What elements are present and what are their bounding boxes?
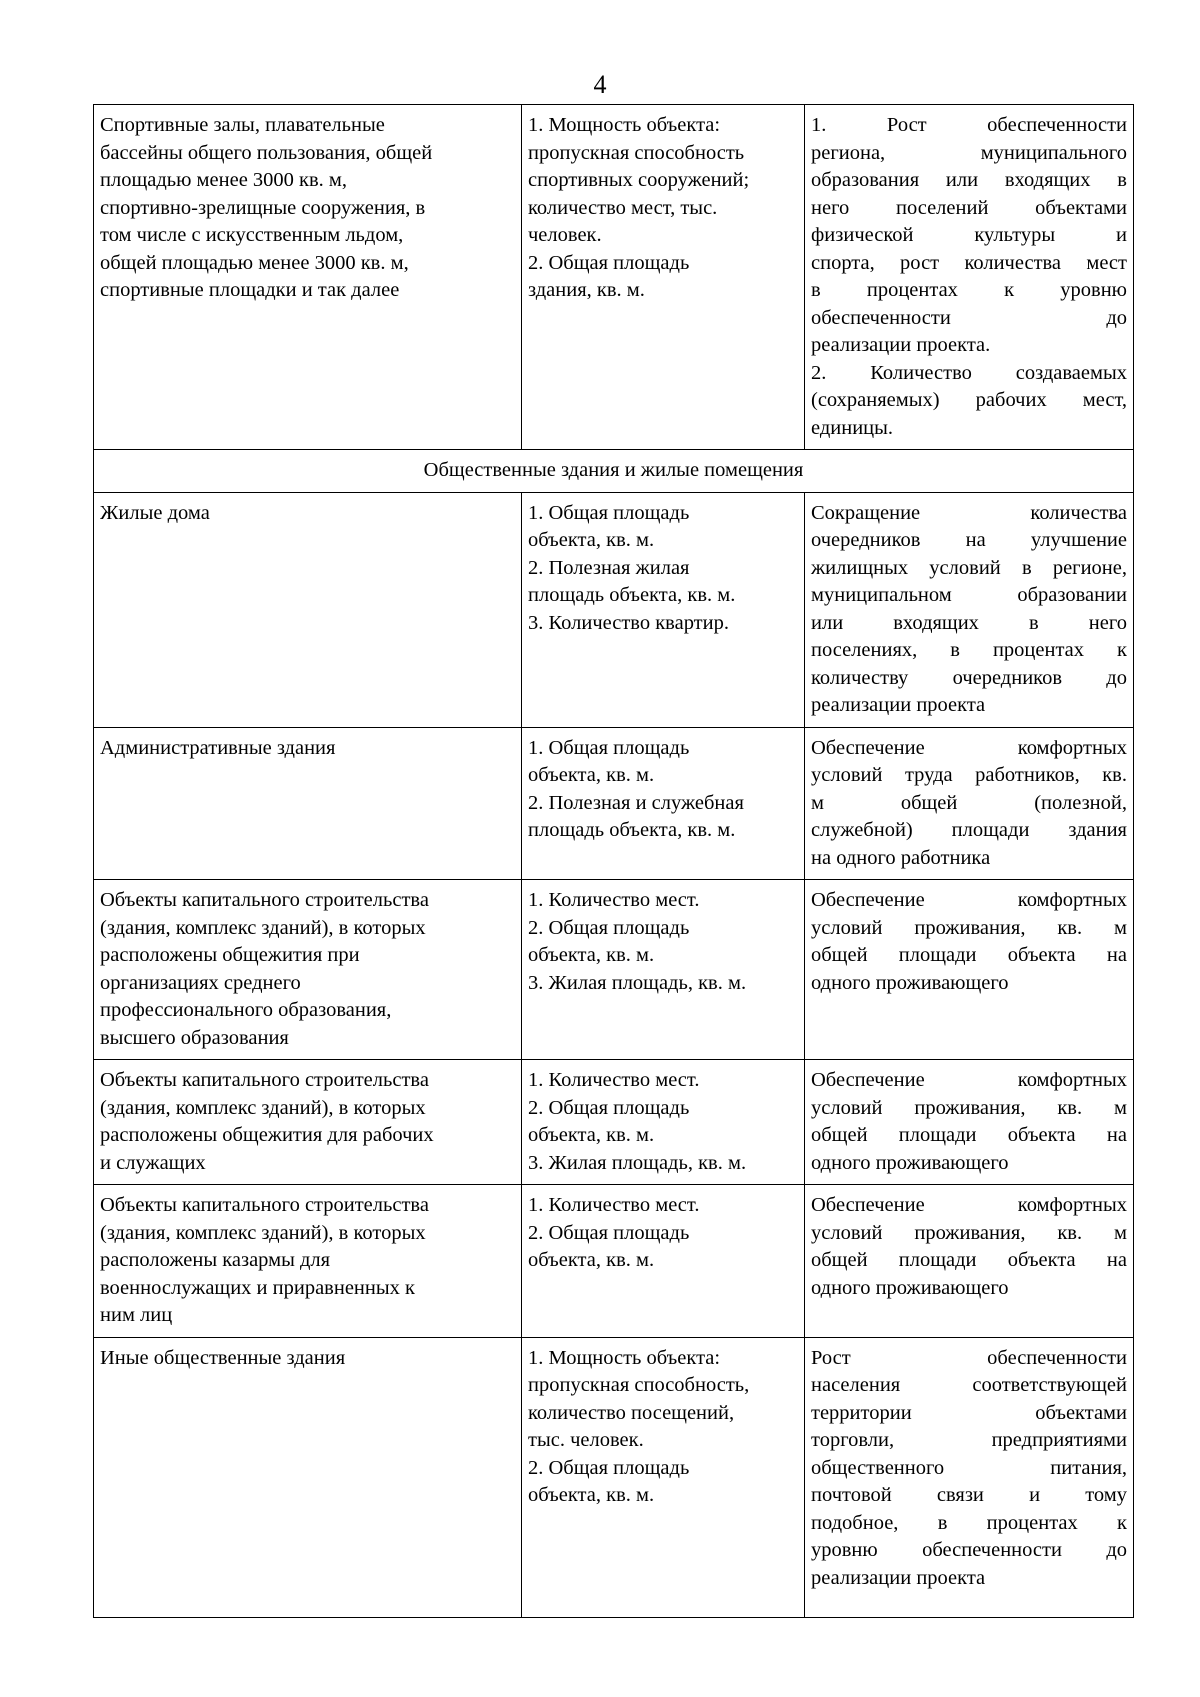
cell-line: (здания, комплекс зданий), в которых bbox=[100, 1221, 426, 1244]
cell-line: том числе с искусственным льдом, bbox=[100, 224, 404, 246]
cell-line: одного проживающего bbox=[811, 971, 1009, 994]
cell-line: условий проживания, кв. м bbox=[811, 916, 1127, 939]
cell-line: объекта, кв. м. bbox=[528, 944, 655, 966]
cell-line: 1. Общая площадь bbox=[528, 736, 690, 759]
cell-line: здания, кв. м. bbox=[528, 279, 645, 301]
cell-line: условий труда работников, кв. bbox=[811, 764, 1127, 786]
cell-line: организациях среднего bbox=[100, 971, 301, 994]
object-cell bbox=[94, 1337, 522, 1617]
object-cell bbox=[94, 880, 522, 1060]
cell-line: почтовой связи и тому bbox=[811, 1484, 1127, 1506]
cell-line: расположены общежития для рабочих bbox=[100, 1124, 434, 1146]
cell-line: тыс. человек. bbox=[528, 1429, 644, 1451]
table-row bbox=[94, 1185, 1134, 1338]
indicators-cell bbox=[522, 1185, 805, 1338]
cell-line: пропускная способность bbox=[528, 141, 745, 164]
results-cell bbox=[805, 727, 1134, 880]
cell-line: Обеспечение комфортных bbox=[811, 1194, 1127, 1216]
results-cell bbox=[805, 880, 1134, 1060]
cell-line: (здания, комплекс зданий), в которых bbox=[100, 1096, 426, 1119]
cell-line: Сокращение количества bbox=[811, 501, 1127, 524]
cell-line: 2. Количество создаваемых bbox=[811, 361, 1127, 384]
cell-line: на одного работника bbox=[811, 846, 991, 869]
cell-line: 2. Полезная жилая bbox=[528, 556, 690, 579]
cell-line: реализации проекта bbox=[811, 694, 986, 716]
table-row bbox=[94, 492, 1134, 727]
cell-line: 3. Жилая площадь, кв. м. bbox=[528, 971, 747, 994]
table-section bbox=[94, 450, 1134, 493]
cell-line: 1. Количество мест. bbox=[528, 1069, 700, 1091]
cell-line: 3. Жилая площадь, кв. м. bbox=[528, 1151, 747, 1174]
indicators-cell bbox=[522, 105, 805, 450]
cell-line: реализации проекта bbox=[811, 1566, 986, 1589]
cell-line: физической культуры и bbox=[811, 224, 1127, 246]
cell-line: спорта, рост количества мест bbox=[811, 251, 1127, 274]
cell-line: 2. Общая площадь bbox=[528, 916, 690, 939]
cell-line: образования или входящих в bbox=[811, 169, 1127, 191]
results-cell bbox=[805, 1185, 1134, 1338]
cell-line: (здания, комплекс зданий), в которых bbox=[100, 916, 426, 939]
cell-line: Обеспечение комфортных bbox=[811, 889, 1127, 911]
cell-line: муниципальном образовании bbox=[811, 584, 1127, 606]
cell-line: подобное, в процентах к bbox=[811, 1511, 1127, 1534]
cell-line: в процентах к уровню bbox=[811, 279, 1127, 301]
cell-line: торговли, предприятиями bbox=[811, 1429, 1127, 1451]
cell-line: Жилые дома bbox=[100, 501, 210, 524]
cell-line: Спортивные залы, плавательные bbox=[100, 114, 385, 136]
cell-line: спортивно-зрелищные сооружения, в bbox=[100, 196, 426, 219]
indicators-cell bbox=[522, 727, 805, 880]
cell-line: 1. Мощность объекта: bbox=[528, 1346, 721, 1369]
object-cell bbox=[94, 105, 522, 450]
cell-line: объекта, кв. м. bbox=[528, 1484, 655, 1506]
cell-line: Объекты капитального строительства bbox=[100, 1069, 429, 1091]
cell-line: одного проживающего bbox=[811, 1276, 1009, 1299]
table-row bbox=[94, 105, 1134, 450]
cell-line: м общей (полезной, bbox=[811, 791, 1127, 814]
results-cell bbox=[805, 1060, 1134, 1185]
cell-line: служебной) площади здания bbox=[811, 819, 1127, 841]
cell-line: объекта, кв. м. bbox=[528, 764, 655, 786]
cell-line: общественного питания, bbox=[811, 1456, 1127, 1479]
cell-line: количество мест, тыс. bbox=[528, 196, 718, 219]
section-row bbox=[94, 450, 1134, 493]
indicators-cell bbox=[522, 492, 805, 727]
cell-line: или входящих в него bbox=[811, 611, 1127, 634]
table-body-bottom bbox=[94, 492, 1134, 1617]
cell-line: Объекты капитального строительства bbox=[100, 889, 429, 911]
cell-line: площадь объекта, кв. м. bbox=[528, 584, 736, 606]
cell-line: пропускная способность, bbox=[528, 1374, 750, 1396]
table-row bbox=[94, 1337, 1134, 1617]
cell-line: расположены казармы для bbox=[100, 1249, 331, 1271]
table-row bbox=[94, 727, 1134, 880]
cell-line: 2. Полезная и служебная bbox=[528, 791, 744, 814]
cell-line: 2. Общая площадь bbox=[528, 1221, 690, 1244]
cell-line: высшего образования bbox=[100, 1026, 289, 1049]
cell-line: 2. Общая площадь bbox=[528, 251, 690, 274]
table-body-top bbox=[94, 105, 1134, 450]
cell-line: Обеспечение комфортных bbox=[811, 736, 1127, 759]
cell-line: него поселений объектами bbox=[811, 196, 1127, 219]
cell-line: Иные общественные здания bbox=[100, 1346, 346, 1369]
cell-line: общей площади объекта на bbox=[811, 944, 1127, 966]
cell-line: площадь объекта, кв. м. bbox=[528, 819, 736, 841]
indicators-table bbox=[93, 104, 1134, 1618]
table-row bbox=[94, 1060, 1134, 1185]
object-cell bbox=[94, 727, 522, 880]
object-cell bbox=[94, 492, 522, 727]
cell-line: объекта, кв. м. bbox=[528, 1249, 655, 1271]
cell-line: и служащих bbox=[100, 1151, 206, 1174]
section-title: Общественные здания и жилые помещения bbox=[94, 450, 1134, 493]
cell-line: 1. Количество мест. bbox=[528, 889, 700, 911]
cell-line: условий проживания, кв. м bbox=[811, 1221, 1127, 1244]
object-cell bbox=[94, 1185, 522, 1338]
page-number: 4 bbox=[593, 70, 607, 99]
cell-line: бассейны общего пользования, общей bbox=[100, 141, 433, 164]
cell-line: Административные здания bbox=[100, 736, 336, 759]
cell-line: реализации проекта. bbox=[811, 334, 991, 356]
cell-line: обеспеченности до bbox=[811, 306, 1127, 329]
cell-line: Обеспечение комфортных bbox=[811, 1069, 1127, 1091]
results-cell bbox=[805, 105, 1134, 450]
cell-line: (сохраняемых) рабочих мест, bbox=[811, 389, 1127, 411]
cell-line: условий проживания, кв. м bbox=[811, 1096, 1127, 1119]
cell-line: площадью менее 3000 кв. м, bbox=[100, 169, 348, 191]
cell-line: количество посещений, bbox=[528, 1401, 735, 1424]
cell-line: ним лиц bbox=[100, 1304, 173, 1326]
cell-line: очередников на улучшение bbox=[811, 529, 1127, 551]
cell-line: населения соответствующей bbox=[811, 1374, 1127, 1396]
indicators-cell bbox=[522, 1060, 805, 1185]
cell-line: спортивные площадки и так далее bbox=[100, 279, 400, 301]
indicators-cell bbox=[522, 1337, 805, 1617]
cell-line: количеству очередников до bbox=[811, 666, 1127, 689]
indicators-cell bbox=[522, 880, 805, 1060]
cell-line: человек. bbox=[528, 224, 602, 246]
table-row bbox=[94, 880, 1134, 1060]
cell-line: расположены общежития при bbox=[100, 944, 360, 966]
cell-line: 2. Общая площадь bbox=[528, 1096, 690, 1119]
results-cell bbox=[805, 492, 1134, 727]
cell-line: 1. Общая площадь bbox=[528, 501, 690, 524]
cell-line: региона, муниципального bbox=[811, 141, 1127, 164]
cell-line: военнослужащих и приравненных к bbox=[100, 1276, 415, 1299]
cell-line: Объекты капитального строительства bbox=[100, 1194, 429, 1216]
results-cell bbox=[805, 1337, 1134, 1617]
cell-line: общей площади объекта на bbox=[811, 1249, 1127, 1271]
cell-line: объекта, кв. м. bbox=[528, 529, 655, 551]
cell-line: 3. Количество квартир. bbox=[528, 611, 729, 634]
cell-line: спортивных сооружений; bbox=[528, 169, 750, 191]
cell-line: поселениях, в процентах к bbox=[811, 639, 1127, 661]
cell-line: жилищных условий в регионе, bbox=[811, 556, 1127, 579]
cell-line: 1. Мощность объекта: bbox=[528, 114, 721, 136]
object-cell bbox=[94, 1060, 522, 1185]
cell-line: 2. Общая площадь bbox=[528, 1456, 690, 1479]
cell-line: уровню обеспеченности до bbox=[811, 1539, 1127, 1561]
cell-line: общей площадью менее 3000 кв. м, bbox=[100, 251, 409, 274]
cell-line: объекта, кв. м. bbox=[528, 1124, 655, 1146]
cell-line: Рост обеспеченности bbox=[811, 1346, 1127, 1369]
cell-line: одного проживающего bbox=[811, 1151, 1009, 1174]
cell-line: общей площади объекта на bbox=[811, 1124, 1127, 1146]
cell-line: профессионального образования, bbox=[100, 999, 392, 1021]
cell-line: единицы. bbox=[811, 416, 894, 439]
cell-line: территории объектами bbox=[811, 1401, 1127, 1424]
cell-line: 1. Количество мест. bbox=[528, 1194, 700, 1216]
cell-line: 1. Рост обеспеченности bbox=[811, 114, 1127, 136]
